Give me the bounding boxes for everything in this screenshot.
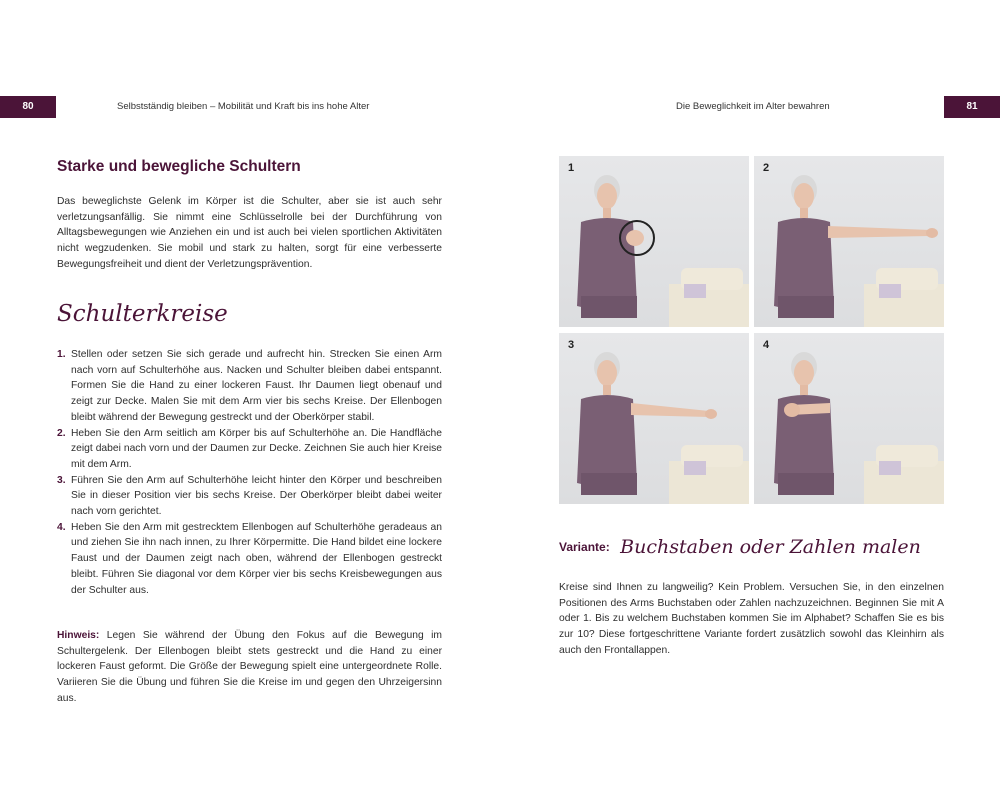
right-running-head: Die Beweglichkeit im Alter bewahren bbox=[676, 101, 830, 112]
step-number: 3. bbox=[57, 474, 66, 486]
exercise-photo-2 bbox=[754, 156, 944, 327]
photo-label: 2 bbox=[763, 162, 770, 174]
exercise-photo-4 bbox=[754, 333, 944, 504]
step-text: Heben Sie den Arm mit gestrecktem Ellenbogen auf Schulterhöhe geradeaus an und ziehen Sie ihn nach innen, zu Ihrer Körpermitte. Die Hand bildet eine lockere Faust und der Daumen zeigt nach oben, während der Ellenbogen gestreckt bleibt. Führen Sie diagonal vor dem Körper vier bis sechs Kreisbewegungen aus der Schulter aus. bbox=[71, 521, 442, 596]
step-item bbox=[57, 426, 442, 473]
step-text: Heben Sie den Arm seitlich am Körper bis auf Schulterhöhe an. Die Handfläche zeigt dabei nach vorn und der Daumen zur Decke. Zeichnen Sie auch hier Kreise mit dem Arm. bbox=[71, 427, 442, 470]
exercise-photo-3 bbox=[559, 333, 749, 504]
variant-paragraph: Kreise sind Ihnen zu langweilig? Kein Problem. Versuchen Sie, in den einzelnen Positionen des Arms Buchstaben oder Zahlen nachzuzeichnen. Beginnen Sie mit A oder 1. Bis zu welchem Buchstaben kommen Sie im Alphabet? Schaffen Sie es bis zur 10? Diese fortgeschrittene Variante fordert zusätzlich sowohl das Kleinhirn als auch den Frontallappen. bbox=[559, 582, 944, 656]
step-text: Führen Sie den Arm auf Schulterhöhe leicht hinter den Körper und beschreiben Sie in dieser Position vier bis sechs Kreise. Der Oberkörper bleibt dabei weiter nach vorn gerichtet. bbox=[71, 474, 442, 518]
left-running-head: Selbstständig bleiben – Mobilität und Kraft bis ins hohe Alter bbox=[117, 101, 370, 112]
step-item bbox=[57, 347, 442, 426]
photo-label: 4 bbox=[763, 339, 770, 351]
step-item bbox=[57, 473, 442, 520]
variant-heading bbox=[559, 536, 921, 558]
variant-title: Buchstaben oder Zahlen malen bbox=[620, 536, 921, 558]
left-page-number: 80 bbox=[0, 96, 56, 118]
step-number: 4. bbox=[57, 521, 66, 533]
hint-label: Hinweis: bbox=[57, 630, 100, 641]
step-number: 1. bbox=[57, 349, 66, 360]
variant-label: Variante: bbox=[559, 540, 610, 554]
step-item bbox=[57, 520, 442, 599]
step-number: 2. bbox=[57, 427, 66, 439]
photo-label: 3 bbox=[568, 339, 575, 351]
exercise-title: Schulterkreise bbox=[57, 301, 228, 327]
hint-paragraph bbox=[57, 628, 442, 707]
section-title: Starke und bewegliche Schultern bbox=[57, 158, 301, 175]
step-text: Stellen oder setzen Sie sich gerade und aufrecht hin. Strecken Sie einen Arm nach vorn auf Schulterhöhe aus. Nacken und Schulter bleiben dabei entspannt. Formen Sie die Hand zu einer lockeren Faust. Ihr Daumen liegt obenauf und zeigt zur Decke. Malen Sie mit dem Arm vier bis sechs Kreise. Der Ellenbogen bleibt während der Bewegung gestreckt und der Oberkörper stabil. bbox=[71, 349, 442, 423]
photo-label: 1 bbox=[568, 162, 575, 174]
intro-paragraph: Das beweglichste Gelenk im Körper ist die Schulter, aber sie ist auch sehr verletzungsanfällig. Sie nimmt eine Schlüsselrolle bei der Durchführung von Alltagsbewegungen wie Anziehen ein und ist auch bei vielen sportlichen Aktivitäten nicht wegzudenken. Sie mobil und stark zu halten, sorgt für eine verbesserte Bewegungsfreiheit und dient der Verletzungsprävention. bbox=[57, 196, 442, 270]
right-page-number: 81 bbox=[944, 96, 1000, 118]
hint-text: Legen Sie während der Übung den Fokus auf die Bewegung im Schultergelenk. Der Ellenbogen bleibt stets gestreckt und die Hand zu einer lockeren Faust geformt. Die Größe der Bewegung spielt eine untergeordnete Rolle. Variieren Sie die Übung und führen Sie die Kreise im und gegen den Uhrzeigersinn aus. bbox=[57, 630, 442, 704]
exercise-photo-1 bbox=[559, 156, 749, 327]
steps-list bbox=[57, 347, 442, 598]
